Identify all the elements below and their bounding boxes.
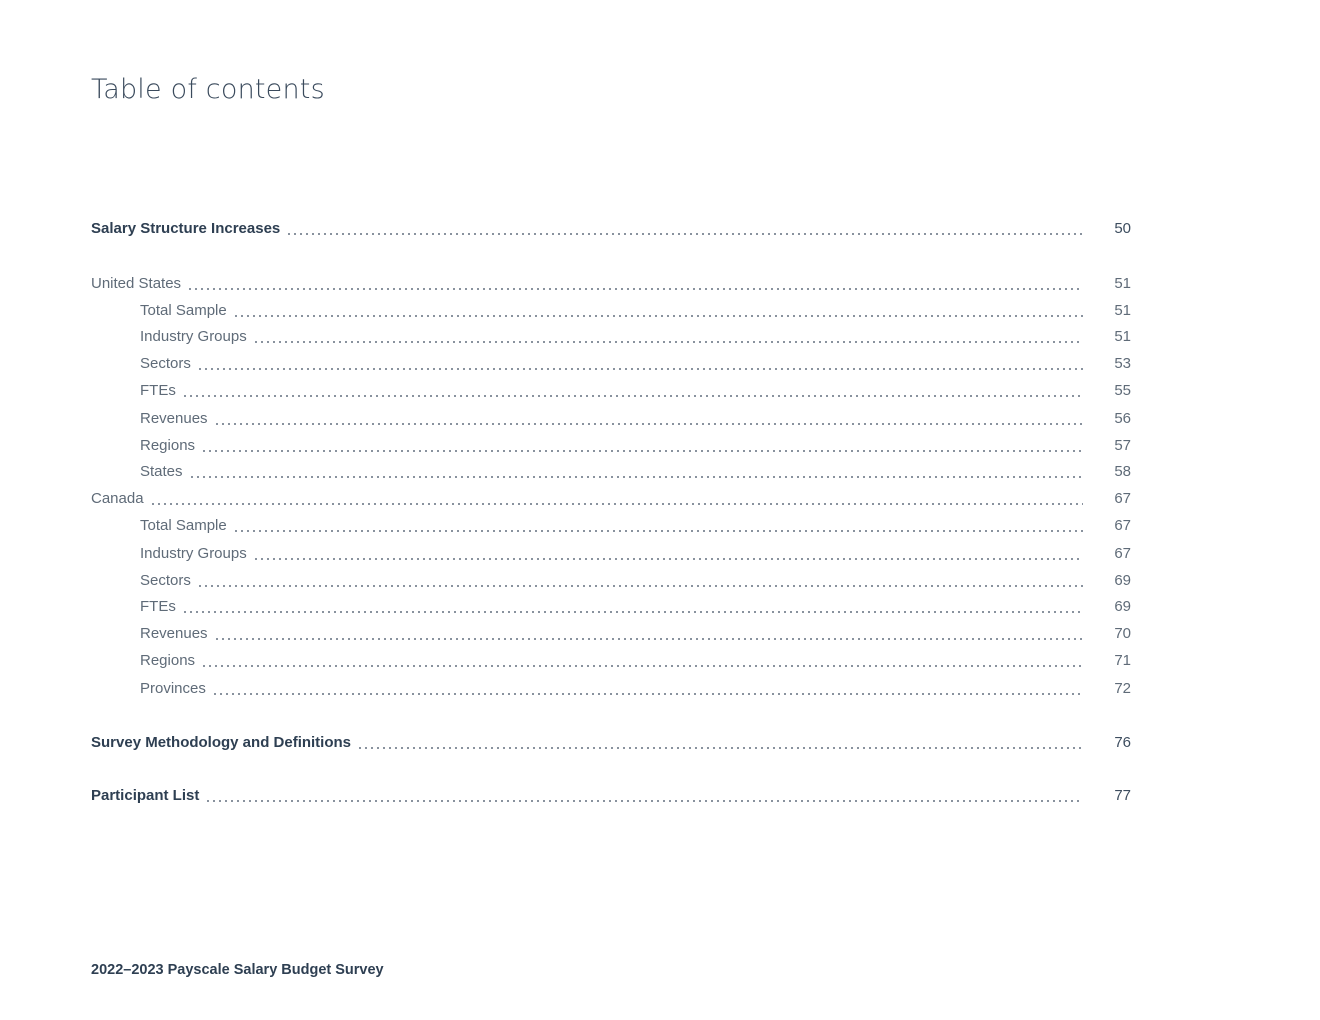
toc-entry-label: Revenues <box>140 410 208 427</box>
toc-entry-page-number: 51 <box>1114 275 1131 292</box>
toc-entry-label: Sectors <box>140 572 191 589</box>
toc-entry[interactable] <box>91 300 1131 322</box>
toc-entry-label: States <box>140 463 183 480</box>
toc-entry-label: Regions <box>140 437 196 454</box>
dot-leader <box>182 395 1083 397</box>
dot-leader <box>182 611 1083 613</box>
toc-entry-page-number: 67 <box>1114 490 1131 507</box>
toc-entry-page-number: 57 <box>1114 437 1131 454</box>
dot-leader <box>197 585 1083 587</box>
dot-leader <box>201 450 1083 452</box>
toc-entry[interactable] <box>91 435 1131 457</box>
toc-entry[interactable] <box>91 732 1131 754</box>
dot-leader <box>150 503 1083 505</box>
toc-entry-label: Regions <box>140 652 196 669</box>
toc-entry-label: Industry Groups <box>140 545 247 562</box>
dot-leader <box>197 368 1083 370</box>
dot-leader <box>214 423 1083 425</box>
toc-entry-page-number: 67 <box>1114 517 1131 534</box>
toc-entry[interactable] <box>91 543 1131 565</box>
toc-entry[interactable] <box>91 650 1131 672</box>
toc-entry-page-number: 50 <box>1114 220 1131 237</box>
toc-entry-label: Salary Structure Increases <box>91 220 281 237</box>
toc-entry-label: Industry Groups <box>140 328 247 345</box>
dot-leader <box>253 558 1083 560</box>
toc-entry-label: FTEs <box>140 598 176 615</box>
toc-entry-page-number: 51 <box>1114 328 1131 345</box>
toc-entry-label: Participant List <box>91 787 200 804</box>
toc-entry[interactable] <box>91 515 1131 537</box>
dot-leader <box>233 315 1083 317</box>
toc-entry[interactable] <box>91 461 1131 483</box>
toc-entry[interactable] <box>91 408 1131 430</box>
toc-entry-page-number: 77 <box>1114 787 1131 804</box>
toc-entry[interactable] <box>91 273 1131 295</box>
dot-leader <box>187 288 1083 290</box>
dot-leader <box>201 665 1083 667</box>
dot-leader <box>205 800 1083 802</box>
toc-entry-page-number: 56 <box>1114 410 1131 427</box>
toc-entry-label: Canada <box>91 490 144 507</box>
toc-entry[interactable] <box>91 570 1131 592</box>
dot-leader <box>189 476 1083 478</box>
toc-entry[interactable] <box>91 488 1131 510</box>
toc-entry[interactable] <box>91 785 1131 807</box>
toc-entry-page-number: 53 <box>1114 355 1131 372</box>
toc-entry-page-number: 71 <box>1114 652 1131 669</box>
toc-entry-page-number: 67 <box>1114 545 1131 562</box>
toc-entry[interactable] <box>91 380 1131 402</box>
dot-leader <box>233 530 1083 532</box>
page-title: Table of contents <box>91 74 325 105</box>
toc-entry-label: Revenues <box>140 625 208 642</box>
toc-entry-page-number: 76 <box>1114 734 1131 751</box>
toc-entry-label: Provinces <box>140 680 206 697</box>
toc-entry[interactable] <box>91 678 1131 700</box>
toc-entry-label: Total Sample <box>140 517 227 534</box>
dot-leader <box>357 747 1083 749</box>
toc-entry-label: Survey Methodology and Definitions <box>91 734 352 751</box>
toc-entry-page-number: 55 <box>1114 382 1131 399</box>
dot-leader <box>214 638 1083 640</box>
toc-entry[interactable] <box>91 218 1131 240</box>
toc-entry-page-number: 51 <box>1114 302 1131 319</box>
footer-document-title: 2022–2023 Payscale Salary Budget Survey <box>91 962 384 978</box>
toc-entry[interactable] <box>91 623 1131 645</box>
toc-entry[interactable] <box>91 596 1131 618</box>
toc-entry-page-number: 70 <box>1114 625 1131 642</box>
dot-leader <box>212 693 1083 695</box>
toc-entry-label: FTEs <box>140 382 176 399</box>
toc-entry-label: United States <box>91 275 182 292</box>
toc-entry-page-number: 72 <box>1114 680 1131 697</box>
dot-leader <box>253 341 1083 343</box>
toc-entry[interactable] <box>91 353 1131 375</box>
dot-leader <box>286 233 1083 235</box>
toc-entry-page-number: 58 <box>1114 463 1131 480</box>
table-of-contents <box>91 0 1131 1020</box>
toc-entry-page-number: 69 <box>1114 598 1131 615</box>
toc-entry-page-number: 69 <box>1114 572 1131 589</box>
toc-entry-label: Total Sample <box>140 302 227 319</box>
toc-entry[interactable] <box>91 326 1131 348</box>
toc-entry-label: Sectors <box>140 355 191 372</box>
